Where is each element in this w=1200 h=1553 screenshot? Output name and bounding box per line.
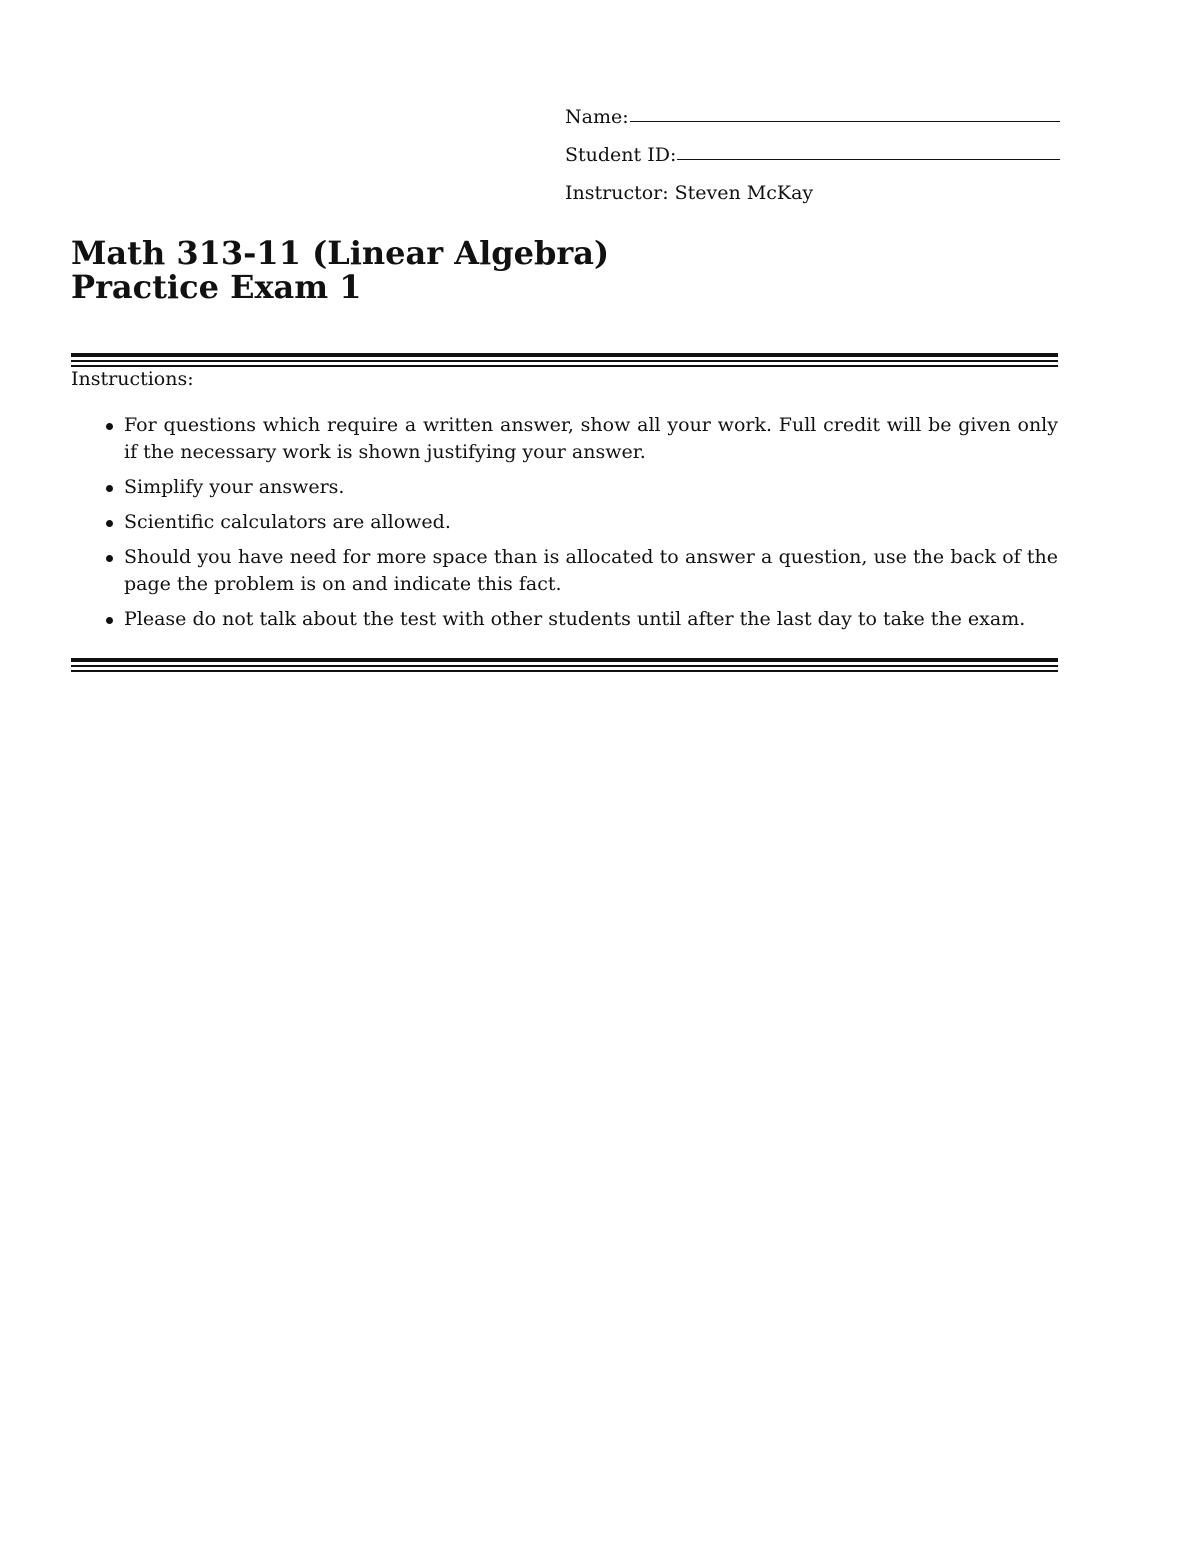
instruction-text: Should you have need for more space than is allocated to answer a question, use the back of the page the problem is on and indicate this fact.	[124, 546, 1058, 595]
name-label: Name:	[565, 106, 629, 128]
bullet-icon	[106, 485, 113, 492]
student-id-blank-line[interactable]	[677, 158, 1060, 160]
instructor-label: Instructor:	[565, 182, 669, 204]
bullet-icon	[106, 555, 113, 562]
bullet-icon	[106, 617, 113, 624]
instructions-heading: Instructions:	[71, 368, 194, 390]
instructor-name: Steven McKay	[674, 182, 814, 204]
instruction-text: Simplify your answers.	[124, 476, 345, 498]
instruction-item	[71, 606, 1058, 633]
exam-subtitle: Practice Exam 1	[71, 268, 362, 306]
bullet-icon	[106, 520, 113, 527]
instructions-list	[71, 412, 1058, 641]
instruction-item	[71, 474, 1058, 501]
instruction-item	[71, 412, 1058, 466]
instruction-item	[71, 509, 1058, 536]
student-info-fields	[565, 100, 1060, 204]
exam-title	[71, 236, 609, 304]
instruction-text: For questions which require a written answer, show all your work. Full credit will be given only if the necessary work is shown justifying your answer.	[124, 414, 1058, 463]
instructor-row	[565, 176, 1060, 204]
course-title: Math 313-11 (Linear Algebra)	[71, 234, 610, 272]
instruction-item	[71, 544, 1058, 598]
student-id-label: Student ID:	[565, 144, 677, 166]
name-field-row	[565, 100, 1060, 128]
name-blank-line[interactable]	[630, 120, 1060, 122]
bottom-triple-rule	[71, 658, 1058, 672]
bullet-icon	[106, 423, 113, 430]
instruction-text: Scientific calculators are allowed.	[124, 511, 451, 533]
student-id-field-row	[565, 138, 1060, 166]
instruction-text: Please do not talk about the test with other students until after the last day to take the exam.	[124, 608, 1026, 630]
top-triple-rule	[71, 353, 1058, 367]
